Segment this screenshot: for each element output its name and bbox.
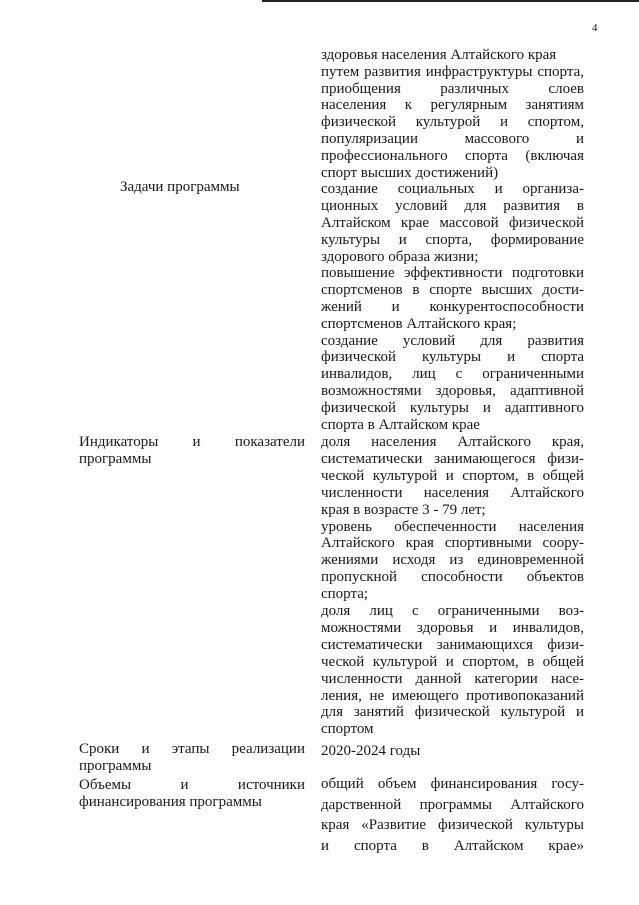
funding-line: края «Развитие физической культуры xyxy=(321,817,584,833)
top-border-line xyxy=(262,0,639,2)
tasks-label: Задачи программы xyxy=(120,179,240,195)
terms-value: 2020-2024 годы xyxy=(321,743,421,759)
tasks-line: физической культуры и спорта xyxy=(321,349,584,366)
tasks-line: спортсменов в спорте высших дости- xyxy=(321,282,584,299)
indicators-line: можностями здоровья и инвалидов, xyxy=(321,619,584,636)
funding-label-line2: финансирования программы xyxy=(79,794,262,810)
indicators-line: ления, не имеющего противопоказаний xyxy=(321,687,584,704)
indicators-line: систематически занимающихся физи- xyxy=(321,636,584,653)
funding-label-line1: Объемы и источники xyxy=(79,777,305,793)
funding-line: и спорта в Алтайском крае» xyxy=(321,837,584,854)
indicators-line: края в возрасте 3 - 79 лет; xyxy=(321,501,486,518)
indicators-line: доля лиц с ограниченными воз- xyxy=(321,603,584,619)
tasks-line: спорт высших достижений) xyxy=(321,164,499,181)
indicators-line: Алтайского края спортивными соору- xyxy=(321,535,584,552)
indicators-label-line1: Индикаторы и показатели xyxy=(79,434,305,450)
terms-label-line1: Сроки и этапы реализации xyxy=(79,741,305,757)
terms-label-line2: программы xyxy=(79,758,152,774)
indicators-line: спорта; xyxy=(321,586,369,603)
indicators-line: для занятий физической культурой и xyxy=(321,704,584,721)
tasks-line: здоровья населения Алтайского края xyxy=(321,47,557,63)
tasks-line: жений и конкурентоспособности xyxy=(321,299,584,315)
indicators-line: численности данной категории насе- xyxy=(321,670,584,687)
page-number: 4 xyxy=(592,22,598,34)
indicators-line: ческой культурой и спортом, в общей xyxy=(321,653,584,670)
tasks-line: спорта в Алтайском крае xyxy=(321,416,480,433)
tasks-line: здорового образа жизни; xyxy=(321,248,479,265)
indicators-line: пропускной способности объектов xyxy=(321,569,584,586)
indicators-line: уровень обеспеченности населения xyxy=(321,518,584,535)
indicators-label-line2: программы xyxy=(79,451,152,467)
tasks-line: Алтайском крае массовой физической xyxy=(321,215,584,231)
indicators-line: численности населения Алтайского xyxy=(321,484,584,501)
indicators-line: доля населения Алтайского края, xyxy=(321,434,584,450)
funding-line: дарственной программы Алтайского xyxy=(321,796,584,813)
tasks-line: физической культуры и адаптивного xyxy=(321,399,584,416)
tasks-line: спортсменов Алтайского края; xyxy=(321,315,517,332)
tasks-line: населения к регулярным занятиям xyxy=(321,97,584,114)
indicators-line: систематически занимающегося физи- xyxy=(321,450,584,467)
tasks-line: популяризации массового и xyxy=(321,131,584,147)
tasks-line: ционных условий для развития в xyxy=(321,198,584,215)
tasks-line: создание социальных и организа- xyxy=(321,181,584,198)
tasks-line: путем развития инфраструктуры спорта, xyxy=(321,63,584,80)
tasks-line: профессионального спорта (включая xyxy=(321,147,584,164)
funding-line: общий объем финансирования госу- xyxy=(321,776,584,792)
tasks-line: повышение эффективности подготовки xyxy=(321,265,584,282)
tasks-line: культуры и спорта, формирование xyxy=(321,231,584,248)
tasks-line: возможностями здоровья, адаптивной xyxy=(321,383,584,399)
tasks-line: создание условий для развития xyxy=(321,332,584,349)
indicators-line: жениями исходя из единовременной xyxy=(321,552,584,569)
tasks-line: инвалидов, лиц с ограниченными xyxy=(321,366,584,383)
indicators-line: спортом xyxy=(321,721,374,738)
indicators-line: ческой культурой и спортом, в общей xyxy=(321,467,584,484)
tasks-line: физической культурой и спортом, xyxy=(321,114,584,131)
tasks-line: приобщения различных слоев xyxy=(321,80,584,97)
